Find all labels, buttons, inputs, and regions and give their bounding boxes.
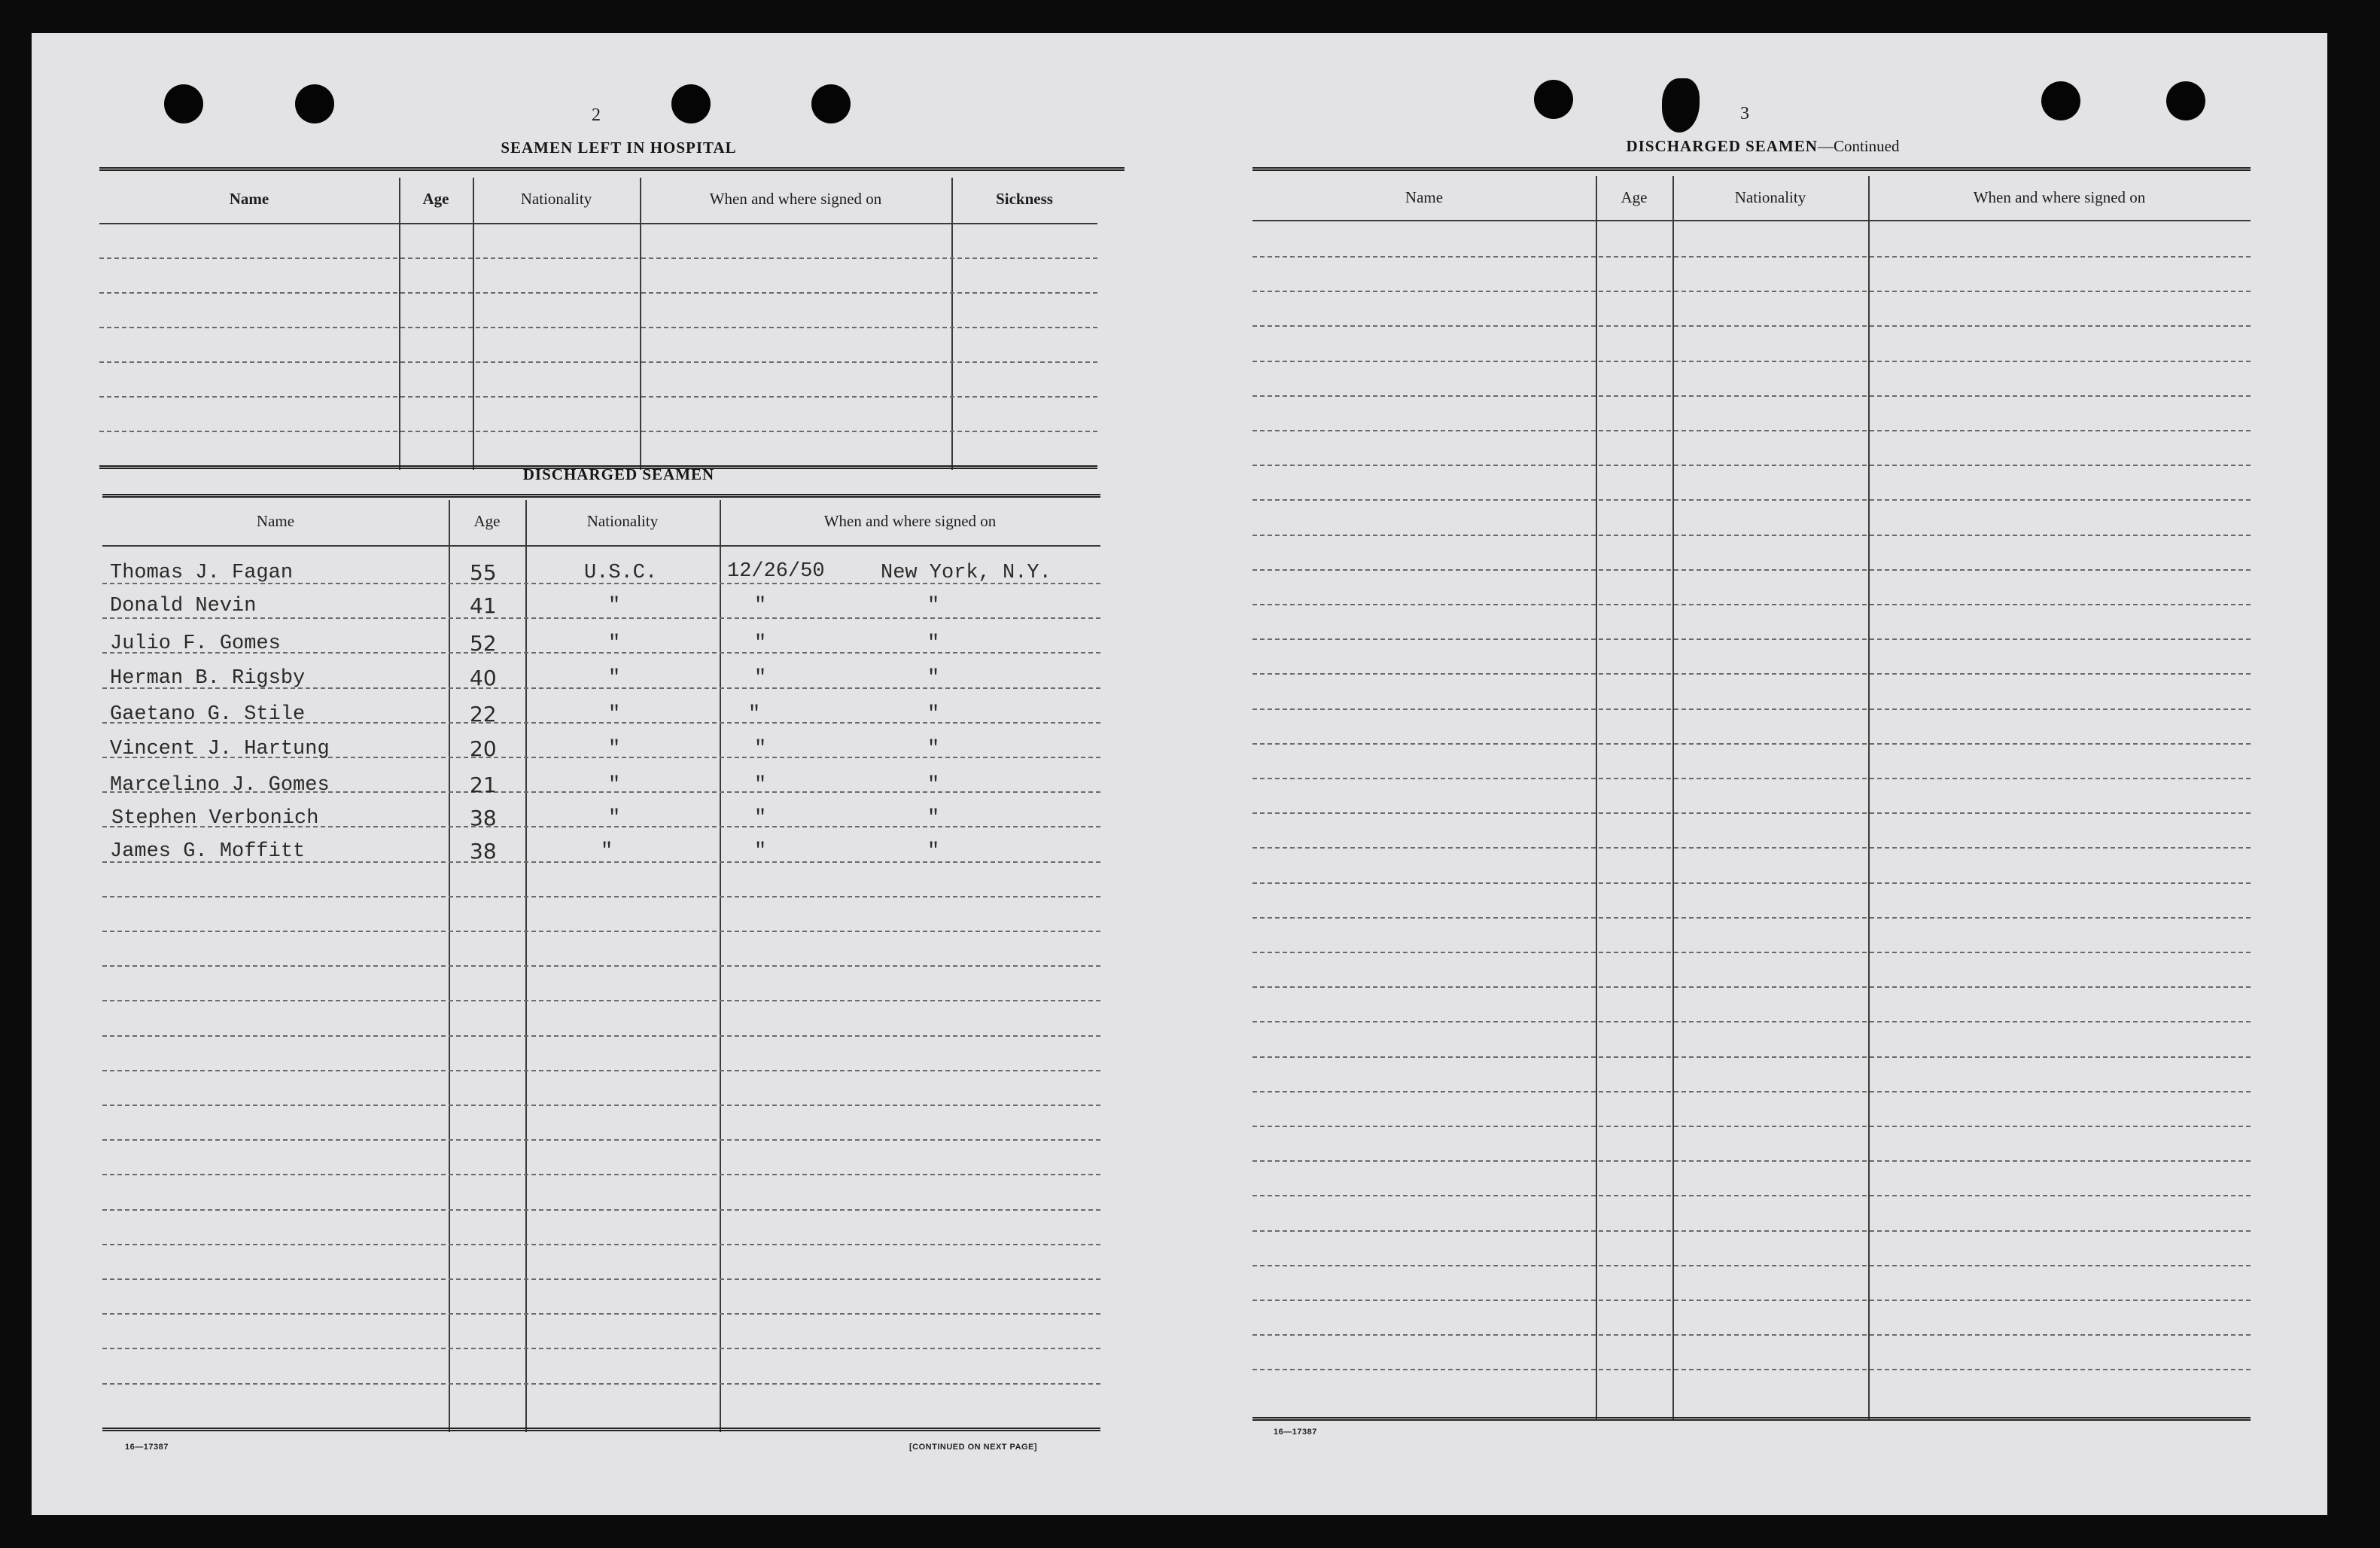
seaman-name: Stephen Verbonich: [111, 807, 319, 830]
ruled-line: [1252, 291, 2251, 292]
seaman-age: 40: [470, 666, 497, 690]
signed-on-place: ": [927, 807, 940, 830]
signed-on-place: ": [927, 738, 940, 760]
discharged-continued-title: DISCHARGED SEAMEN—Continued: [1626, 137, 1900, 155]
hospital-section-title: SEAMEN LEFT IN HOSPITAL: [501, 139, 737, 157]
hospital-header-age: Age: [422, 190, 449, 208]
ruled-line: [1252, 499, 2251, 501]
signed-on-date: ": [754, 807, 767, 830]
ruled-line: [1252, 465, 2251, 466]
seaman-nationality: U.S.C.: [584, 562, 658, 584]
page-number-right: 3: [1740, 104, 1749, 123]
ruled-line: [1252, 604, 2251, 605]
ruled-line: [1252, 708, 2251, 710]
ruled-line: [1252, 638, 2251, 640]
punch-hole: [2041, 81, 2080, 120]
ruled-line: [102, 1383, 1100, 1385]
seaman-name: Marcelino J. Gomes: [110, 774, 330, 797]
discharged-header-nationality: Nationality: [586, 512, 659, 530]
ruled-line: [102, 1070, 1100, 1071]
ruled-line: [1252, 325, 2251, 327]
ruled-line: [1252, 1126, 2251, 1127]
ruled-line: [1252, 673, 2251, 675]
seaman-name: Donald Nevin: [110, 595, 257, 617]
seaman-nationality: ": [608, 595, 621, 617]
punch-hole: [164, 84, 203, 123]
ruled-line: [1252, 1230, 2251, 1232]
ruled-line: [102, 1000, 1100, 1001]
signed-on-place: ": [927, 703, 940, 726]
ruled-line: [1252, 812, 2251, 814]
ruled-line: [1252, 1056, 2251, 1058]
signed-on-place: ": [927, 632, 940, 655]
signed-on-place: ": [927, 667, 940, 690]
punch-hole: [811, 84, 851, 123]
seaman-name: Vincent J. Hartung: [110, 738, 330, 760]
signed-on-date: 12/26/50: [727, 560, 825, 583]
seaman-age: 55: [470, 560, 497, 585]
seaman-name: Thomas J. Fagan: [110, 562, 294, 584]
ruled-line: [1252, 535, 2251, 536]
page-number-left: 2: [592, 105, 601, 125]
continued-header-when-where: When and where signed on: [1973, 188, 2146, 206]
ruled-line: [1252, 569, 2251, 571]
signed-on-date: ": [754, 774, 767, 797]
ruled-line: [102, 1348, 1100, 1349]
hospital-header-name: Name: [229, 190, 269, 208]
hospital-header-nationality: Nationality: [520, 190, 592, 208]
signed-on-date: ": [754, 632, 767, 655]
continued-note: [CONTINUED ON NEXT PAGE]: [909, 1443, 1038, 1452]
seaman-age: 22: [470, 702, 497, 727]
signed-on-date: ": [754, 595, 767, 617]
ruled-line: [1252, 361, 2251, 362]
seaman-name: Julio F. Gomes: [110, 632, 281, 655]
form-number-right: 16—17387: [1274, 1428, 1317, 1437]
ruled-line: [1252, 395, 2251, 397]
ruled-line: [102, 1174, 1100, 1175]
ink-smudge: [1662, 78, 1700, 133]
hospital-header-when-where: When and where signed on: [709, 190, 882, 208]
ruled-line: [1252, 882, 2251, 884]
signed-on-place: ": [927, 595, 940, 617]
signed-on-date: ": [754, 667, 767, 690]
ruled-line: [102, 617, 1100, 619]
ruled-line: [1252, 1265, 2251, 1266]
seaman-age: 38: [470, 806, 497, 830]
ruled-line: [1252, 1021, 2251, 1022]
seaman-nationality: ": [601, 840, 613, 863]
ruled-line: [1252, 430, 2251, 431]
seaman-age: 21: [470, 772, 497, 797]
ruled-line: [1252, 952, 2251, 953]
ruled-line: [1252, 1091, 2251, 1092]
ruled-line: [102, 1313, 1100, 1315]
ruled-line: [102, 1278, 1100, 1280]
seaman-age: 20: [470, 736, 497, 761]
signed-on-place: New York, N.Y.: [881, 562, 1052, 584]
ruled-line: [1252, 986, 2251, 988]
discharged-header-name: Name: [256, 512, 295, 530]
ruled-line: [1252, 1334, 2251, 1336]
discharged-header-age: Age: [473, 512, 501, 530]
hospital-header-sickness: Sickness: [996, 190, 1053, 208]
seaman-age: 38: [470, 839, 497, 864]
ruled-line: [102, 1035, 1100, 1037]
ruled-line: [102, 896, 1100, 897]
punch-hole: [671, 84, 711, 123]
signed-on-place: ": [927, 774, 940, 797]
ruled-line: [1252, 1195, 2251, 1196]
punch-hole: [295, 84, 334, 123]
punch-hole: [1534, 80, 1573, 119]
seaman-name: Herman B. Rigsby: [110, 667, 306, 690]
ruled-line: [1252, 256, 2251, 257]
ruled-line: [1252, 847, 2251, 849]
seaman-nationality: ": [608, 774, 621, 797]
ruled-line: [102, 1209, 1100, 1211]
seaman-name: Gaetano G. Stile: [110, 703, 306, 726]
punch-hole: [2166, 81, 2205, 120]
ruled-line: [1252, 917, 2251, 919]
seaman-nationality: ": [608, 807, 621, 830]
continued-header-nationality: Nationality: [1734, 188, 1806, 206]
ruled-line: [102, 1139, 1100, 1141]
continued-header-age: Age: [1621, 188, 1648, 206]
document-sheet: [32, 33, 2327, 1515]
seaman-age: 52: [470, 631, 497, 656]
continued-header-name: Name: [1405, 188, 1444, 206]
signed-on-date: ": [754, 840, 767, 863]
signed-on-date: ": [748, 703, 761, 726]
seaman-name: James G. Moffitt: [110, 840, 306, 863]
ruled-line: [1252, 778, 2251, 779]
discharged-section-title: DISCHARGED SEAMEN: [522, 465, 715, 483]
ruled-line: [102, 1244, 1100, 1245]
ruled-line: [102, 965, 1100, 967]
seaman-nationality: ": [608, 667, 621, 690]
seaman-nationality: ": [608, 632, 621, 655]
ruled-line: [1252, 743, 2251, 745]
ruled-line: [1252, 1369, 2251, 1370]
seaman-nationality: ": [608, 703, 621, 726]
ruled-line: [102, 1105, 1100, 1106]
seaman-age: 41: [470, 593, 497, 618]
ruled-line: [1252, 1300, 2251, 1301]
discharged-header-when-where: When and where signed on: [823, 512, 997, 530]
form-number-left: 16—17387: [125, 1443, 169, 1452]
signed-on-place: ": [927, 840, 940, 863]
seaman-nationality: ": [608, 738, 621, 760]
signed-on-date: ": [754, 738, 767, 760]
ruled-line: [102, 931, 1100, 932]
ruled-line: [1252, 1160, 2251, 1162]
